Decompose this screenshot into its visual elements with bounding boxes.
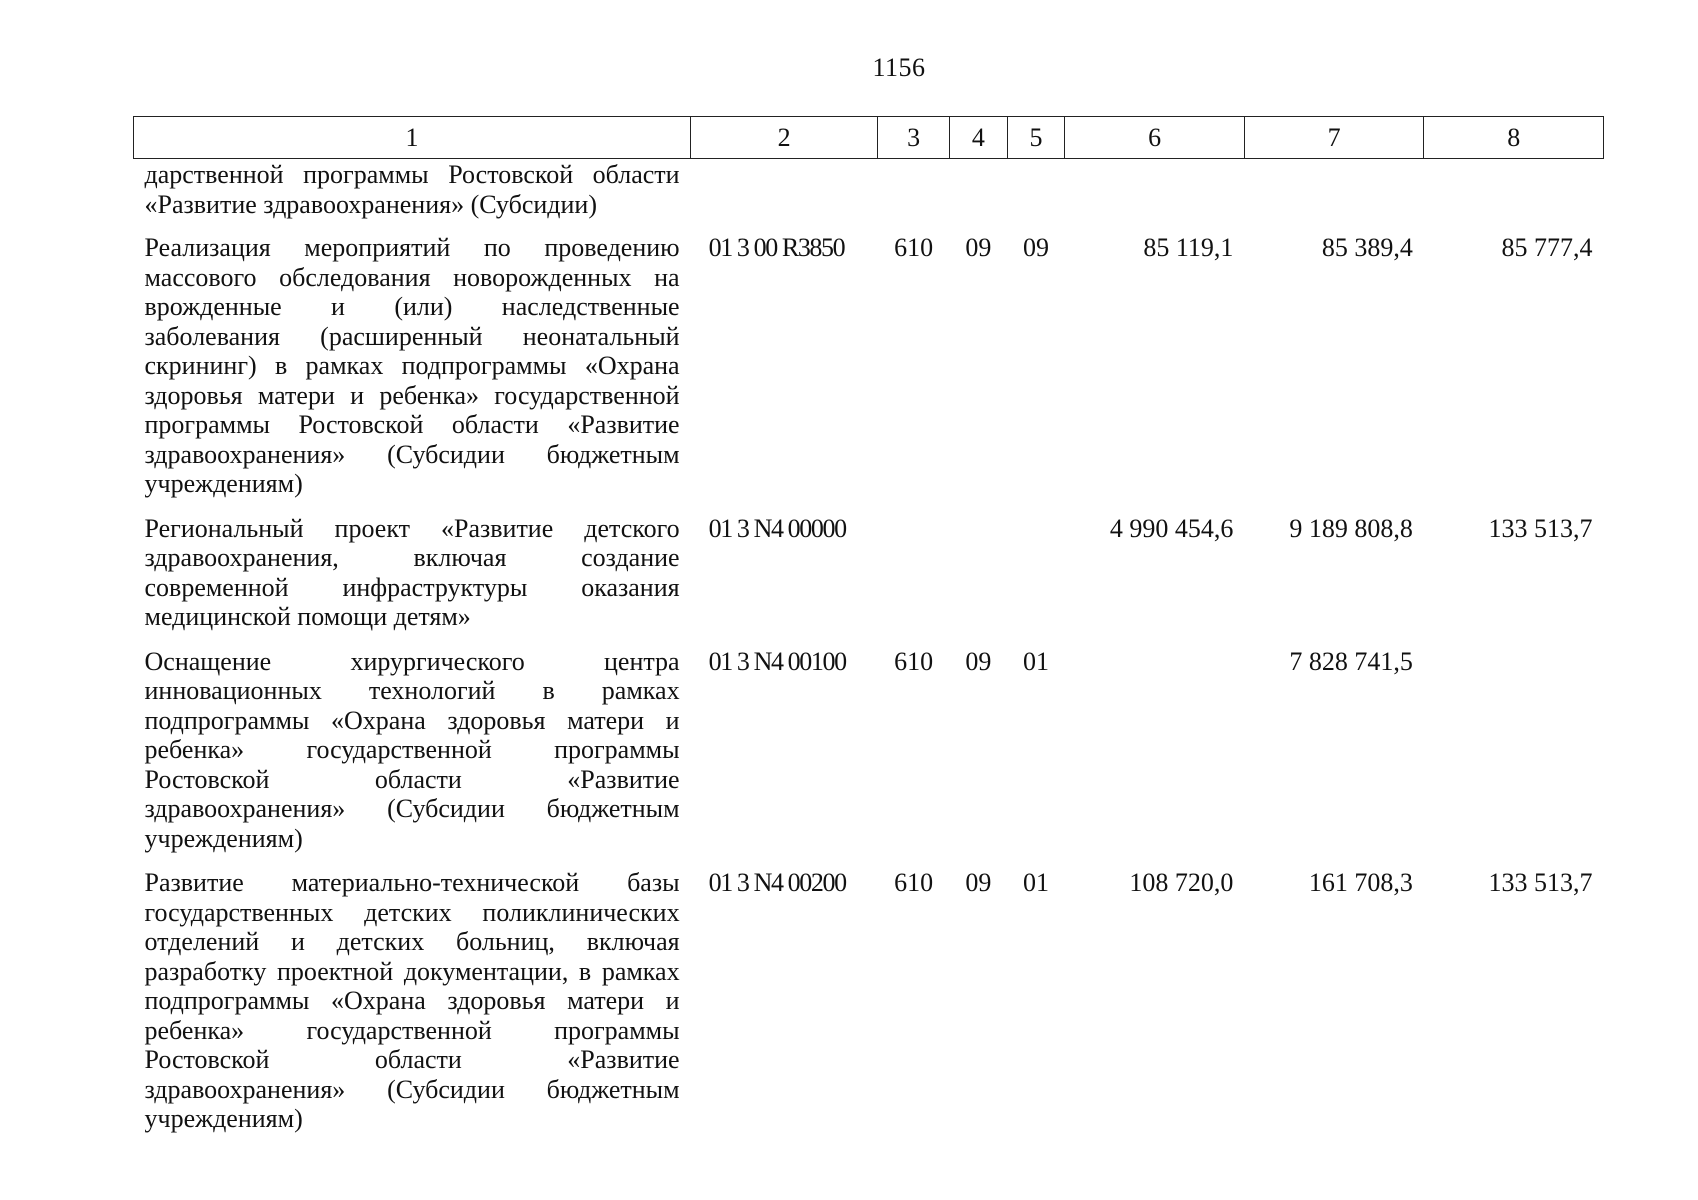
- column-number-header-row: [134, 117, 1604, 159]
- row-expense-type: 610: [894, 233, 934, 262]
- column-header-8: 8: [1424, 117, 1604, 159]
- row-amount-col6: 85 119,1: [1143, 233, 1234, 262]
- row-amount-col8: [1424, 647, 1604, 869]
- row-target-code: 01 3 N4 00100: [708, 646, 846, 676]
- row-name: дарственной программы Ростовской области «Развитие здравоохранения» (Субсидии): [144, 160, 680, 219]
- column-header-3: 3: [878, 117, 950, 159]
- row-amount-col7: 9 189 808,8: [1289, 513, 1413, 543]
- row-amount-col7: [1244, 159, 1424, 234]
- budget-table: [133, 116, 1604, 1149]
- table-row: [134, 514, 1604, 647]
- row-subsection: 01: [1023, 868, 1050, 897]
- row-target-code: [691, 159, 878, 234]
- table-row: [134, 647, 1604, 869]
- row-amount-col7: 7 828 741,5: [1289, 646, 1413, 676]
- row-section: 09: [965, 646, 992, 676]
- row-section: 09: [965, 233, 992, 262]
- row-amount-col7: 161 708,3: [1308, 868, 1413, 897]
- row-amount-col8: 85 777,4: [1501, 233, 1593, 262]
- row-subsection: 01: [1023, 646, 1050, 676]
- row-expense-type: 610: [894, 868, 934, 897]
- row-amount-col6: 108 720,0: [1129, 868, 1234, 897]
- row-subsection: [1007, 159, 1065, 234]
- row-amount-col6: 4 990 454,6: [1109, 513, 1234, 543]
- row-expense-type: [878, 514, 950, 647]
- column-header-7: 7: [1244, 117, 1424, 159]
- row-amount-col8: [1424, 159, 1604, 234]
- row-amount-col8: 133 513,7: [1488, 513, 1593, 543]
- row-name: Реализация мероприятий по проведению массового обследования новорожденных на врожденные и (или) наследственные заболевания (расширенный неонатальный скрининг) в рамках подпрограммы «Охрана здоровья матери и ребенка» государственной программы Ростовской области «Развитие здравоохранения» (Субсидии бюджетным учреждениям): [144, 233, 680, 498]
- row-name: Оснащение хирургического центра инновационных технологий в рамках подпрограммы «Охрана здоровья матери и ребенка» государственной программы Ростовской области «Развитие здравоохранения» (Субсидии бюджетным учреждениям): [144, 646, 680, 853]
- row-section: [950, 159, 1008, 234]
- column-header-2: 2: [691, 117, 878, 159]
- row-target-code: 01 3 00 R3850: [708, 233, 845, 262]
- row-amount-col7: 85 389,4: [1321, 233, 1413, 262]
- table-row: [134, 868, 1604, 1149]
- row-amount-col6: [1065, 647, 1245, 869]
- page-number: 1156: [872, 53, 926, 82]
- row-section: 09: [965, 868, 992, 897]
- row-target-code: 01 3 N4 00200: [708, 868, 846, 897]
- column-header-6: 6: [1065, 117, 1245, 159]
- row-target-code: 01 3 N4 00000: [708, 513, 846, 543]
- row-subsection: [1007, 514, 1065, 647]
- row-section: [950, 514, 1008, 647]
- table-row: [134, 159, 1604, 234]
- row-amount-col8: 133 513,7: [1488, 868, 1593, 897]
- row-expense-type: 610: [894, 646, 934, 676]
- row-expense-type: [878, 159, 950, 234]
- column-header-1: 1: [134, 117, 691, 159]
- row-name: Региональный проект «Развитие детского здравоохранения, включая создание современной инфраструктуры оказания медицинской помощи детям»: [144, 513, 680, 631]
- table-row: [134, 233, 1604, 514]
- row-subsection: 09: [1023, 233, 1050, 262]
- column-header-5: 5: [1007, 117, 1065, 159]
- row-amount-col6: [1065, 159, 1245, 234]
- row-name: Развитие материально-технической базы государственных детских поликлинических отделений и детских больниц, включая разработку проектной документации, в рамках подпрограммы «Охрана здоровья матери и ребенка» государственной программы Ростовской области «Развитие здравоохранения» (Субсидии бюджетным учреждениям): [144, 868, 680, 1133]
- column-header-4: 4: [950, 117, 1008, 159]
